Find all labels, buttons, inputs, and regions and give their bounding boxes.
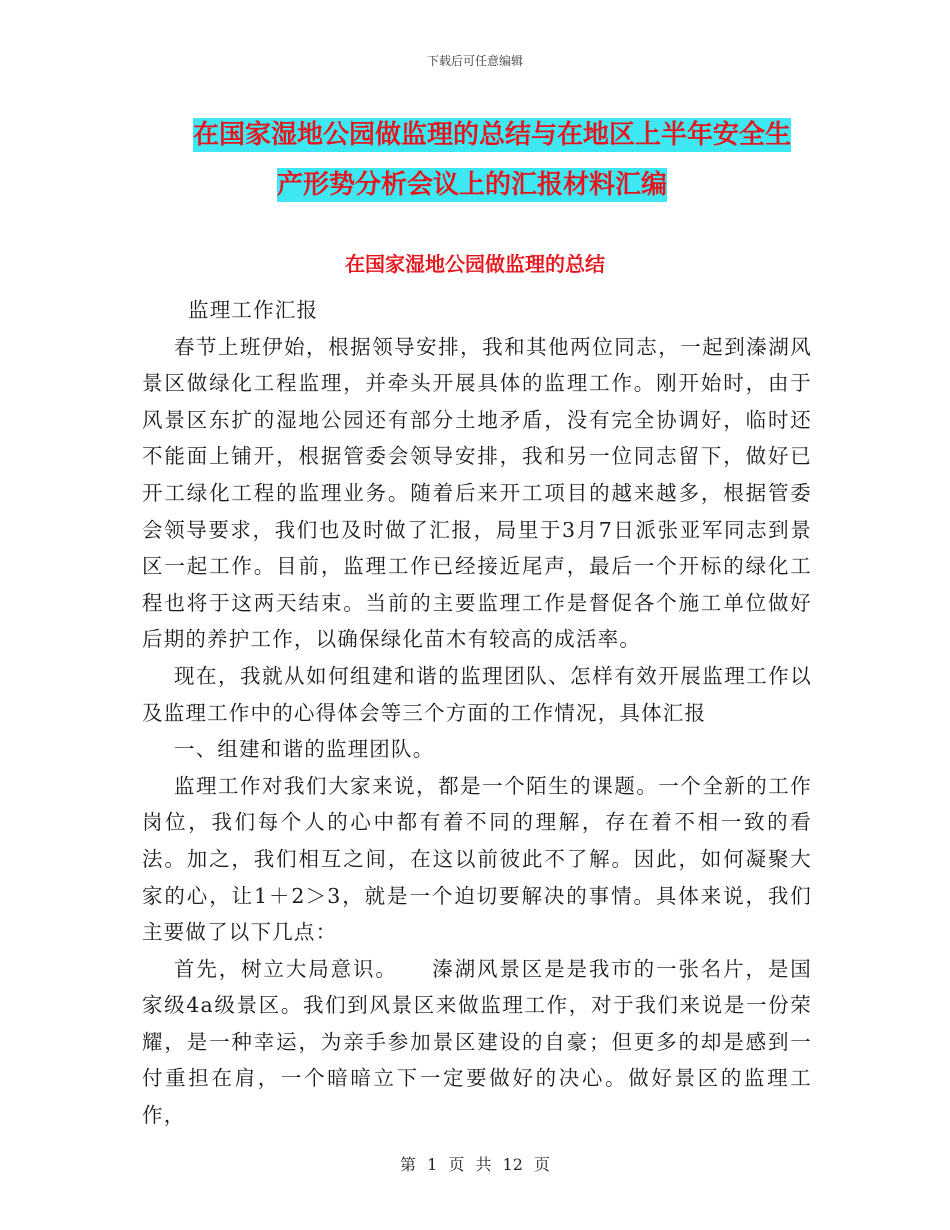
body-paragraph: 首先，树立大局意识。 溱湖风景区是是我市的一张名片，是国家级4a级景区。我们到风景区来做监理工作，对于我们来说是一份荣耀，是一种幸运，为亲手参加景区建设的自豪；但更多的却是感到一付重担在肩，一个暗暗立下一定要做好的决心。做好景区的监理工作， [142, 956, 812, 1128]
header-note: 下载后可任意编辑 [426, 54, 523, 68]
section-heading: 在国家湿地公园做监理的总结 [345, 252, 605, 276]
title-line-1: 在国家湿地公园做监理的总结与在地区上半年安全生 [193, 120, 792, 150]
page-number: 第 1 页 共 12 页 [400, 1155, 550, 1174]
body-paragraph: 现在，我就从如何组建和谐的监理团队、怎样有效开展监理工作以及监理工作中的心得体会等三个方面的工作情况，具体汇报 [142, 663, 812, 725]
document-title [120, 110, 830, 210]
body-paragraph: 监理工作对我们大家来说，都是一个陌生的课题。一个全新的工作岗位，我们每个人的心中都有着不同的理解，存在着不相一致的看法。加之，我们相互之间，在这以前彼此不了解。因此，如何凝聚大家的心，让1＋2＞3，就是一个迫切要解决的事情。具体来说，我们主要做了以下几点： [142, 773, 812, 945]
body-paragraph: 春节上班伊始，根据领导安排，我和其他两位同志，一起到溱湖风景区做绿化工程监理，并牵头开展具体的监理工作。刚开始时，由于风景区东扩的湿地公园还有部分土地矛盾，没有完全协调好，临时还不能面上铺开，根据管委会领导安排，我和另一位同志留下，做好已开工绿化工程的监理业务。随着后来开工项目的越来越多，根据管委会领导要求，我们也及时做了汇报，局里于3月7日派张亚军同志到景区一起工作。目前，监理工作已经接近尾声，最后一个开标的绿化工程也将于这两天结束。当前的主要监理工作是督促各个施工单位做好后期的养护工作，以确保绿化苗木有较高的成活率。 [142, 334, 812, 652]
document-body [142, 292, 812, 1134]
body-subheading: 监理工作汇报 [188, 298, 319, 322]
title-line-2: 产形势分析会议上的汇报材料汇编 [277, 170, 668, 200]
body-paragraph: 一、组建和谐的监理团队。 [174, 737, 435, 762]
